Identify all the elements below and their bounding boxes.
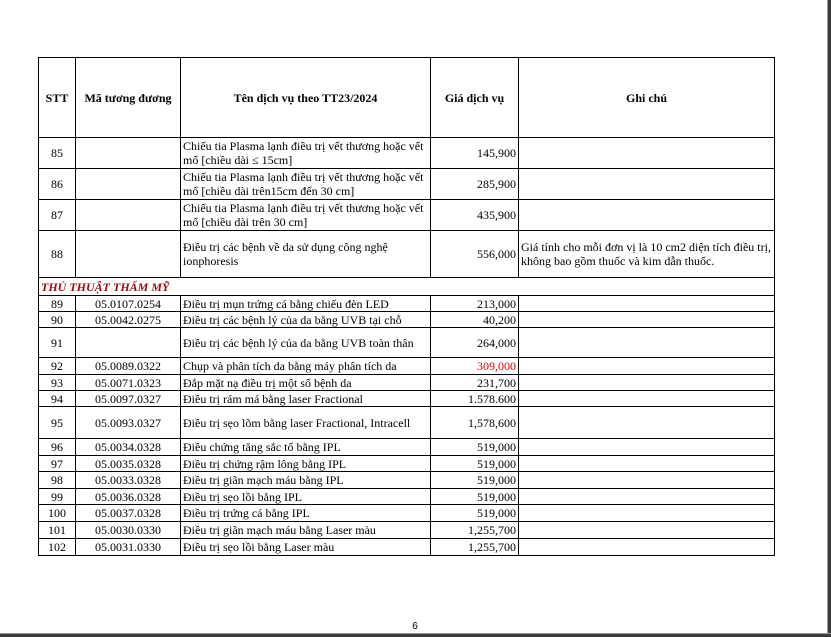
cell-stt: 99 [39,489,76,505]
section-row [39,278,775,296]
table-row [39,138,775,169]
cell-code: 05.0036.0328 [76,489,181,505]
cell-name: Đắp mặt nạ điều trị một số bệnh da [181,375,431,391]
cell-note [519,456,775,472]
cell-stt: 94 [39,391,76,407]
table-row [39,391,775,407]
cell-code: 05.0071.0323 [76,375,181,391]
cell-price: 40,200 [431,312,519,328]
cell-name: Chiếu tia Plasma lạnh điều trị vết thương hoặc vết mổ [chiều dài ≤ 15cm] [181,138,431,169]
cell-note [519,472,775,489]
table-row [39,231,775,278]
cell-name: Điều trị giãn mạch máu bằng Laser màu [181,522,431,539]
cell-stt: 88 [39,231,76,278]
cell-name: Điều trị trứng cá bằng IPL [181,505,431,522]
cell-stt: 86 [39,169,76,200]
cell-name: Điều trị rám má bằng laser Fractional [181,391,431,407]
cell-note [519,169,775,200]
cell-name: Điều trị các bệnh lý của da bằng UVB toàn thân [181,328,431,358]
cell-name: Điều trị sẹo lõm bằng laser Fractional, Intracell [181,407,431,439]
cell-code: 05.0030.0330 [76,522,181,539]
cell-price: 1,255,700 [431,539,519,556]
cell-price: 519,000 [431,439,519,456]
cell-code: 05.0035.0328 [76,456,181,472]
table-row [39,456,775,472]
price-table [38,57,775,556]
cell-stt: 97 [39,456,76,472]
cell-name: Điều trị các bệnh về da sử dụng công nghệ ionphoresis [181,231,431,278]
cell-name: Điều trị các bệnh lý của da bằng UVB tại chỗ [181,312,431,328]
cell-price-highlighted: 309,000 [431,358,519,375]
table-row [39,312,775,328]
cell-price: 1.578.600 [431,391,519,407]
cell-note [519,505,775,522]
cell-name: Điều trị giãn mạch máu bằng IPL [181,472,431,489]
cell-stt: 101 [39,522,76,539]
cell-note [519,296,775,312]
cell-stt: 96 [39,439,76,456]
table-row [39,539,775,556]
table-row [39,505,775,522]
cell-code [76,231,181,278]
table-row [39,328,775,358]
cell-note [519,328,775,358]
header-code: Mã tương đương [76,58,181,138]
window-frame-bottom-inner [0,633,831,634]
cell-note [519,358,775,375]
cell-note [519,391,775,407]
table-row [39,407,775,439]
cell-name: Điều trị chứng rậm lông bằng IPL [181,456,431,472]
table-row [39,522,775,539]
cell-price: 1,255,700 [431,522,519,539]
header-name: Tên dịch vụ theo TT23/2024 [181,58,431,138]
cell-name: Điều chứng tăng sắc tố bằng IPL [181,439,431,456]
cell-code: 05.0037.0328 [76,505,181,522]
cell-note [519,522,775,539]
cell-code: 05.0031.0330 [76,539,181,556]
cell-code: 05.0033.0328 [76,472,181,489]
cell-note [519,489,775,505]
cell-stt: 100 [39,505,76,522]
cell-stt: 87 [39,200,76,231]
cell-code [76,169,181,200]
cell-name: Điều trị sẹo lồi bằng IPL [181,489,431,505]
cell-code [76,328,181,358]
cell-note [519,312,775,328]
table-row [39,358,775,375]
cell-stt: 93 [39,375,76,391]
cell-code: 05.0093.0327 [76,407,181,439]
cell-price: 556,000 [431,231,519,278]
table-row [39,200,775,231]
cell-code: 05.0042.0275 [76,312,181,328]
cell-code: 05.0034.0328 [76,439,181,456]
cell-note: Giá tính cho mỗi đơn vị là 10 cm2 diện tích điều trị, không bao gồm thuốc và kim dẫn thuốc. [519,231,775,278]
cell-name: Điều trị mụn trứng cá bằng chiếu đèn LED [181,296,431,312]
cell-note [519,539,775,556]
cell-code [76,138,181,169]
cell-stt: 85 [39,138,76,169]
header-stt: STT [39,58,76,138]
table-row [39,375,775,391]
cell-price: 519,000 [431,505,519,522]
cell-note [519,439,775,456]
cell-stt: 92 [39,358,76,375]
cell-price: 285,900 [431,169,519,200]
cell-stt: 91 [39,328,76,358]
table-row [39,296,775,312]
header-price: Giá dịch vụ [431,58,519,138]
cell-code: 05.0107.0254 [76,296,181,312]
cell-price: 145,900 [431,138,519,169]
cell-stt: 89 [39,296,76,312]
cell-name: Chiếu tia Plasma lạnh điều trị vết thương hoặc vết mổ [chiều dài trên15cm đến 30 cm] [181,169,431,200]
cell-stt: 90 [39,312,76,328]
page-number: 6 [412,621,418,632]
window-frame-right-inner [827,0,828,637]
cell-note [519,200,775,231]
cell-note [519,375,775,391]
cell-price: 519,000 [431,489,519,505]
cell-code [76,200,181,231]
cell-price: 519,000 [431,472,519,489]
cell-price: 1,578,600 [431,407,519,439]
cell-name: Chiếu tia Plasma lạnh điều trị vết thương hoặc vết mổ [chiều dài trên 30 cm] [181,200,431,231]
table-row [39,472,775,489]
table-row [39,169,775,200]
cell-name: Chụp và phân tích da bằng máy phân tích da [181,358,431,375]
section-title: THỦ THUẬT THẨM MỸ [39,278,775,296]
cell-price: 435,900 [431,200,519,231]
table-row [39,439,775,456]
table-header-row [39,58,775,138]
cell-price: 231,700 [431,375,519,391]
cell-price: 519,000 [431,456,519,472]
cell-stt: 98 [39,472,76,489]
cell-code: 05.0089.0322 [76,358,181,375]
cell-name: Điều trị sẹo lồi bằng Laser màu [181,539,431,556]
cell-stt: 102 [39,539,76,556]
table-row [39,489,775,505]
cell-price: 213,000 [431,296,519,312]
cell-note [519,407,775,439]
header-note: Ghi chú [519,58,775,138]
cell-code: 05.0097.0327 [76,391,181,407]
cell-price: 264,000 [431,328,519,358]
cell-note [519,138,775,169]
cell-stt: 95 [39,407,76,439]
